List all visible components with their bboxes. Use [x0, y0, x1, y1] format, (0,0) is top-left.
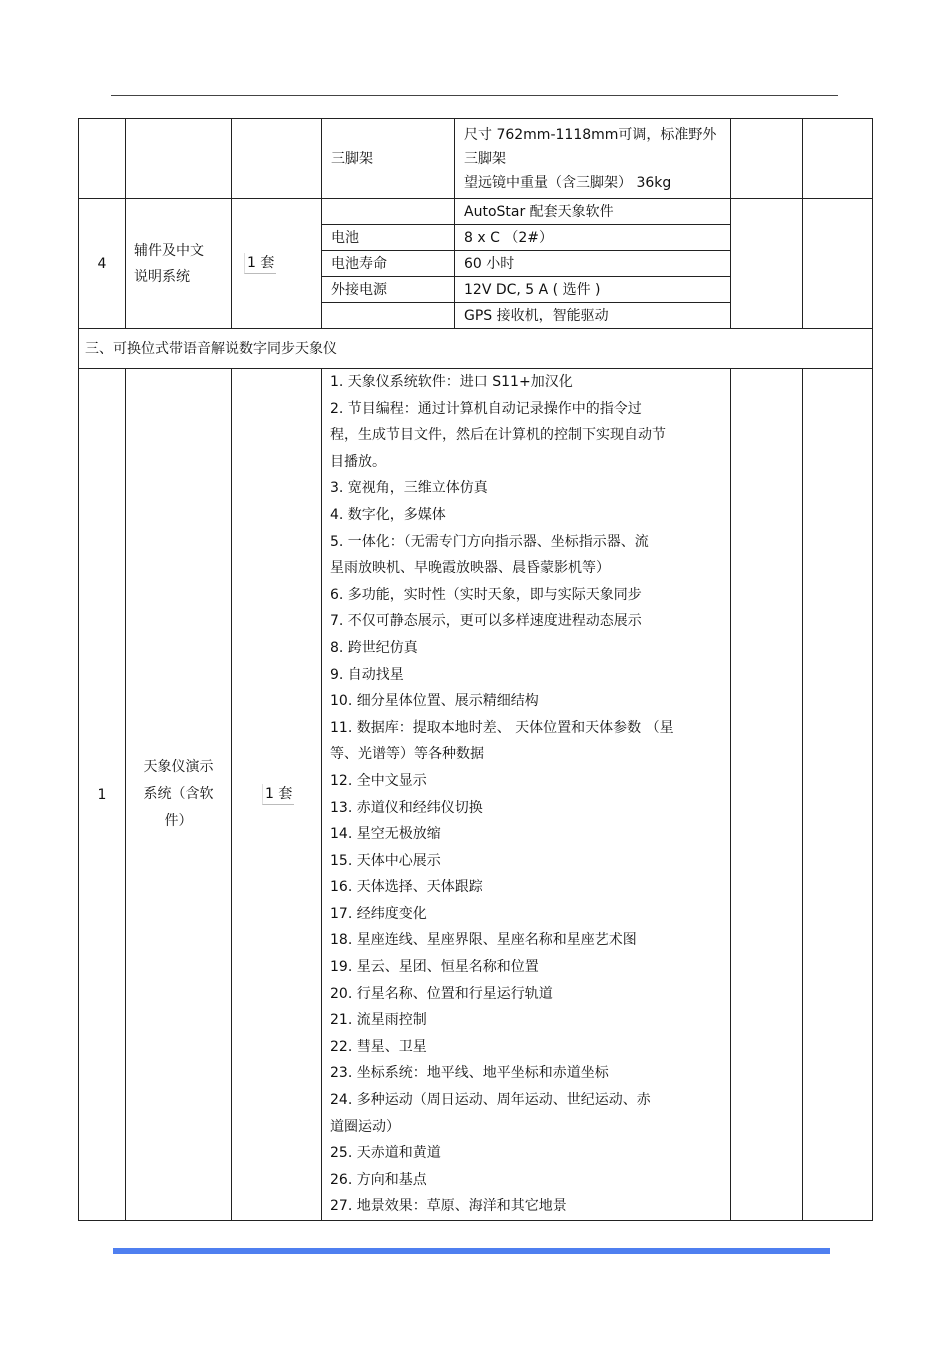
list-item: 7. 不仅可静态展示，更可以多样速度进程动态展示: [330, 613, 642, 630]
header-rule: [111, 95, 838, 96]
param-tripod: 三脚架: [322, 119, 455, 199]
list-item: 3. 宽视角，三维立体仿真: [330, 480, 488, 497]
list-item: 4. 数字化，多媒体: [330, 506, 446, 523]
list-item: 21. 流星雨控制: [330, 1012, 427, 1029]
spec-tripod: 尺寸 762mm-1118mm可调，标准野外 三脚架 望远镜中重量（含三脚架） 36kg: [455, 119, 731, 199]
list-item: 16. 天体选择、天体跟踪: [330, 879, 483, 896]
list-item: 25. 天赤道和黄道: [330, 1145, 441, 1162]
equipment-table: [78, 118, 873, 1221]
section-title: 三、可换位式带语音解说数字同步天象仪: [79, 329, 873, 369]
list-item: 10. 细分星体位置、展示精细结构: [330, 693, 539, 710]
row-number: 4: [79, 199, 126, 329]
list-item: 17. 经纬度变化: [330, 905, 427, 922]
table-row-tripod: [79, 119, 873, 199]
list-item: 18. 星座连线、星座界限、星座名称和星座艺术图: [330, 932, 637, 949]
list-item: 19. 星云、星团、恒星名称和位置: [330, 959, 539, 976]
table-subrow: GPS 接收机，智能驱动: [79, 303, 873, 329]
list-item: 道圈运动）: [330, 1118, 400, 1135]
list-item: 24. 多种运动（周日运动、周年运动、世纪运动、赤: [330, 1092, 651, 1109]
feature-list: [322, 369, 731, 1221]
list-item: 27. 地景效果：草原、海洋和其它地景: [330, 1198, 567, 1215]
footer-bar: [113, 1248, 830, 1254]
row-number: 1: [79, 369, 126, 1221]
list-item: 15. 天体中心展示: [330, 852, 441, 869]
table-subrow: 电池 8 x C （2#）: [79, 225, 873, 251]
item-name: 天象仪演示 系统（含软 件）: [126, 369, 232, 1221]
item-qty: 1 套: [232, 369, 322, 1221]
list-item: 8. 跨世纪仿真: [330, 639, 418, 656]
list-item: 等、光谱等）等各种数据: [330, 746, 484, 763]
list-item: 2. 节目编程：通过计算机自动记录操作中的指令过: [330, 400, 642, 417]
item-qty: 1 套: [232, 199, 322, 329]
list-item: 11. 数据库：提取本地时差、 天体位置和天体参数 （星: [330, 719, 674, 736]
list-item: 22. 彗星、卫星: [330, 1038, 427, 1055]
list-item: 程，生成节目文件，然后在计算机的控制下实现自动节: [330, 427, 666, 444]
list-item: 目播放。: [330, 453, 386, 470]
section-row: [79, 329, 873, 369]
list-item: 13. 赤道仪和经纬仪切换: [330, 799, 483, 816]
list-item: 26. 方向和基点: [330, 1171, 427, 1188]
list-item: 23. 坐标系统：地平线、地平坐标和赤道坐标: [330, 1065, 609, 1082]
table-row-accessories: 4 辅件及中文 说明系统 1 套 AutoStar 配套天象软件: [79, 199, 873, 225]
list-item: 20. 行星名称、位置和行星运行轨道: [330, 985, 553, 1002]
table-row-planetarium: [79, 369, 873, 1221]
list-item: 1. 天象仪系统软件：进口 S11+加汉化: [330, 374, 573, 390]
list-item: 6. 多功能，实时性（实时天象，即与实际天象同步: [330, 586, 642, 603]
item-name: 辅件及中文 说明系统: [126, 199, 232, 329]
list-item: 9. 自动找星: [330, 666, 404, 683]
list-item: 星雨放映机、早晚霞放映器、晨昏蒙影机等）: [330, 560, 610, 577]
list-item: 12. 全中文显示: [330, 772, 427, 789]
list-item: 5. 一体化：（无需专门方向指示器、坐标指示器、流: [330, 533, 649, 550]
table-subrow: 外接电源 12V DC, 5 A ( 选件 ): [79, 277, 873, 303]
list-item: 14. 星空无极放缩: [330, 826, 441, 843]
table-subrow: 电池寿命 60 小时: [79, 251, 873, 277]
